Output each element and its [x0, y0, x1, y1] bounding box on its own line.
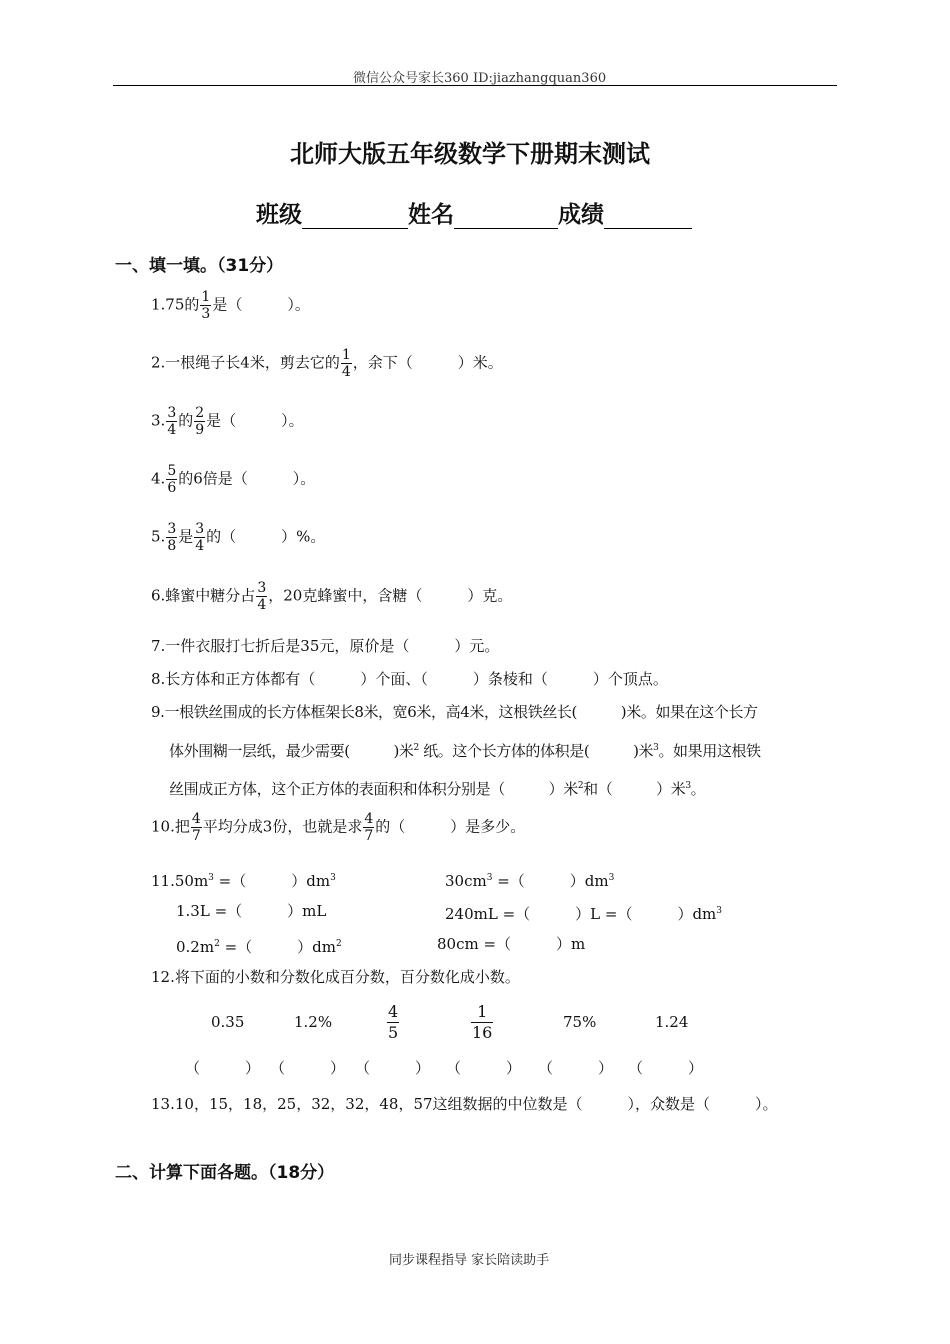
question-2: 2.一根绳子长4米，剪去它的 $\frac{1}{4}$ ，余下（ ）米。 [151, 347, 503, 380]
q12-answer-blank-2[interactable]: （ ） [270, 1059, 346, 1077]
question-8: 8.长方体和正方体都有（ ）个面、（ ）条棱和（ ）个顶点。 [151, 670, 668, 688]
q12-value-6: 1.24 [655, 1013, 689, 1031]
q12-answer-blank-1[interactable]: （ ） [185, 1059, 261, 1077]
name-blank[interactable] [454, 204, 558, 229]
name-label: 姓名 [408, 202, 454, 228]
fraction: $\frac{3}{4}$ [195, 521, 205, 554]
question-6: 6.蜂蜜中糖分占 $\frac{3}{4}$ ，20克蜂蜜中，含糖（ ）克。 [151, 580, 513, 613]
question-11-row-2b: 240mL =（ ）L =（ ）$dm^3$ [445, 905, 723, 923]
fraction: $\frac{3}{4}$ [257, 580, 267, 613]
question-11-row-1b: $30cm^3$ =（ ）$dm^3$ [445, 872, 615, 890]
class-label: 班级 [256, 202, 302, 228]
question-5: 5. $\frac{3}{8}$ 是 $\frac{3}{4}$ 的（ ）%。 [151, 521, 326, 554]
question-11-row-3b: 80cm =（ ）m [437, 935, 586, 953]
q12-value-4: $\frac{1}{16}$ [472, 1002, 493, 1042]
question-10: 10.把 $\frac{4}{7}$ 平均分成3份，也就是求 $\frac{4}{7}$ 的（ ）是多少。 [151, 811, 526, 844]
header-text: 微信公众号家长360 ID:jiazhangquan360 [353, 71, 607, 86]
footer-text: 同步课程指导 家长陪读助手 [389, 1253, 550, 1268]
fraction: $\frac{1}{4}$ [341, 347, 351, 380]
q12-value-2: 1.2% [294, 1013, 333, 1031]
question-13: 13.10，15，18，25，32，32，48，57这组数据的中位数是（ ），众数是（ ）。 [151, 1095, 778, 1113]
score-label: 成绩 [558, 202, 604, 228]
question-11-row-2a: 1.3L =（ ）mL [176, 902, 327, 920]
header-divider [113, 85, 837, 86]
fraction: $\frac{1}{3}$ [201, 289, 211, 322]
question-11-row-1a: $11.50m^3$ =（ ）$dm^3$ [151, 872, 336, 890]
question-12: 12.将下面的小数和分数化成百分数，百分数化成小数。 [151, 968, 520, 986]
q12-answer-blank-6[interactable]: （ ） [628, 1059, 704, 1077]
question-9-line-2: 体外围糊一层纸，最少需要( )米$^2$ 纸。这个长方体的体积是( )米$^3$。如果用这根铁 [169, 742, 761, 760]
q12-answer-blank-3[interactable]: （ ） [355, 1059, 431, 1077]
info-line [256, 196, 692, 229]
question-1: 1.75的 $\frac{1}{3}$ 是（ ）。 [151, 289, 310, 322]
score-blank[interactable] [604, 204, 692, 229]
fraction: $\frac{3}{4}$ [167, 405, 177, 438]
fraction: $\frac{5}{6}$ [167, 463, 177, 496]
q12-answer-blank-4[interactable]: （ ） [446, 1059, 522, 1077]
question-9-line-1: 9.一根铁丝围成的长方体框架长8米，宽6米，高4米，这根铁丝长( )米。如果在这个长方 [151, 703, 758, 721]
question-7: 7.一件衣服打七折后是35元，原价是（ ）元。 [151, 637, 500, 655]
question-4: 4. $\frac{5}{6}$ 的6倍是（ ）。 [151, 463, 316, 496]
page-title: 北师大版五年级数学下册期末测试 [290, 140, 650, 168]
q12-value-1: 0.35 [211, 1013, 245, 1031]
q12-value-3: $\frac{4}{5}$ [388, 1002, 399, 1042]
question-11-row-3a: $0.2m^2$ =（ ）$dm^2$ [176, 938, 342, 956]
q12-answer-blank-5[interactable]: （ ） [538, 1059, 614, 1077]
fraction: $\frac{4}{7}$ [364, 811, 374, 844]
fraction: $\frac{2}{9}$ [195, 405, 205, 438]
question-3: 3. $\frac{3}{4}$ 的 $\frac{2}{9}$ 是（ ）。 [151, 405, 304, 438]
question-9-line-3: 丝围成正方体，这个正方体的表面积和体积分别是（ ）米$^2$和（ ）米$^3$。 [169, 780, 706, 798]
class-blank[interactable] [302, 204, 408, 229]
section-2-title: 二、计算下面各题。（18分） [115, 1163, 335, 1183]
fraction: $\frac{4}{7}$ [191, 811, 201, 844]
fraction: $\frac{3}{8}$ [167, 521, 177, 554]
section-1-title: 一、填一填。（31分） [115, 256, 284, 276]
q12-value-5: 75% [563, 1013, 597, 1031]
